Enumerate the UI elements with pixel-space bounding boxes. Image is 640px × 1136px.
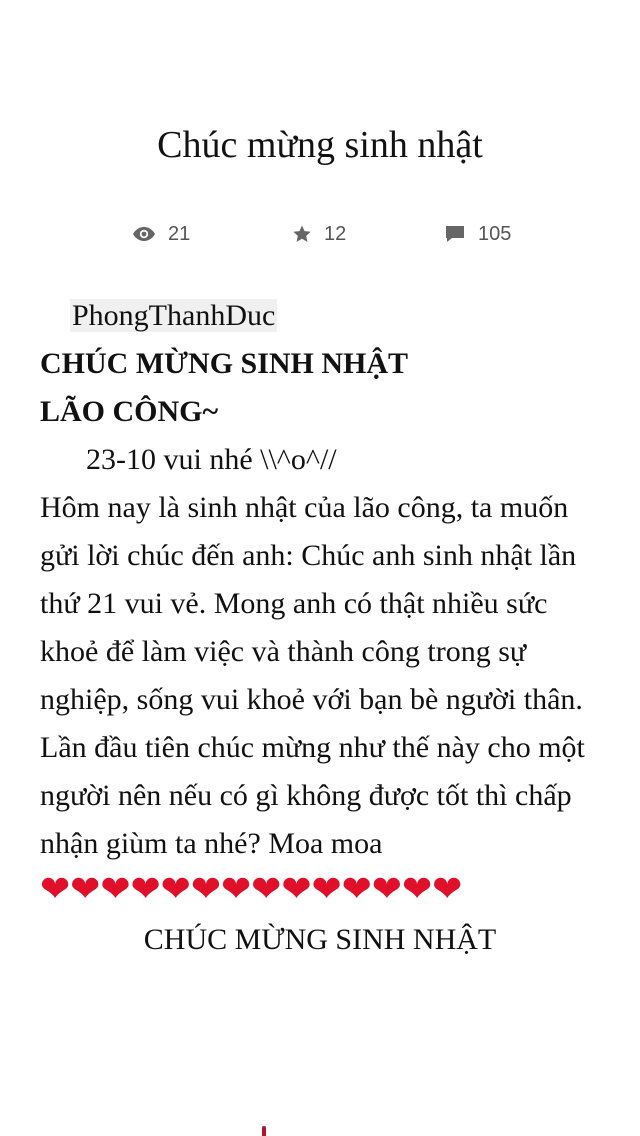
story-stats: [0, 218, 640, 250]
comment-icon: [444, 224, 466, 244]
story-body: Hôm nay là sinh nhật của lão công, ta muốn gửi lời chúc đến anh: Chúc anh sinh nhật lần thứ 21 vui vẻ. Mong anh có thật nhiều sức khoẻ để làm việc và thành công trong sự nghiệp, sống vui khoẻ với bạn bè người thân. Lần đầu tiên chúc mừng như thế này cho một người nên nếu có gì không được tốt thì chấp nhận giùm ta nhé? Moa moa: [40, 491, 585, 860]
author-name[interactable]: PhongThanhDuc: [72, 299, 276, 332]
hearts-row: ❤❤❤❤❤❤❤❤❤❤❤❤❤❤: [40, 869, 463, 910]
image-edge: [262, 1126, 266, 1136]
story-footer: CHÚC MỪNG SINH NHẬT: [143, 923, 497, 956]
votes-stat: [292, 218, 346, 250]
story-heading-line2: LÃO CÔNG~: [40, 395, 219, 428]
story-content: [40, 292, 600, 964]
views-stat: [132, 218, 190, 250]
comments-count: 105: [478, 222, 512, 245]
views-count: 21: [168, 222, 191, 245]
story-title: Chúc mừng sinh nhật: [157, 124, 483, 166]
story-heading-line1: CHÚC MỪNG SINH NHẬT: [40, 347, 409, 380]
eye-icon: [132, 226, 156, 242]
date-line: 23-10 vui nhé \\^o^//: [86, 443, 337, 476]
comments-stat: [444, 218, 511, 250]
votes-count: 12: [324, 222, 347, 245]
star-icon: [292, 224, 312, 244]
author-line: [40, 292, 600, 340]
